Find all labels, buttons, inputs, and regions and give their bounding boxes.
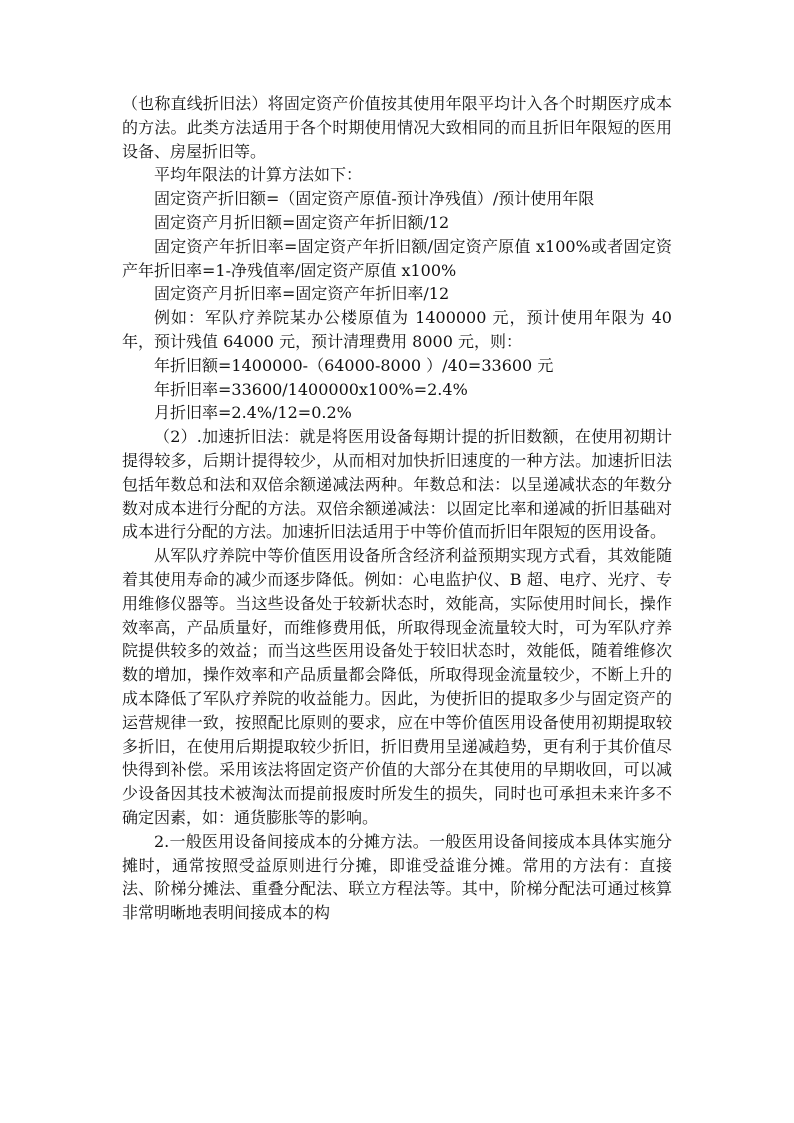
document-body <box>122 92 672 925</box>
example-annual-depreciation: 年折旧额=1400000-（64000-8000 ）/40=33600 元 <box>154 355 554 375</box>
paragraph-straight-line-method: （也称直线折旧法）将固定资产价值按其使用年限平均计入各个时期医疗成本的方法。此类方法适用于各个时期使用情况大致相同的而且折旧年限短的医用设备、房屋折旧等。 <box>122 94 672 161</box>
formula-monthly-rate: 固定资产月折旧率=固定资产年折旧率/12 <box>154 284 450 304</box>
formula-annual-depreciation: 固定资产折旧额=（固定资产原值-预计净残值）/预计使用年限 <box>154 189 595 209</box>
formula-annual-rate: 固定资产年折旧率=固定资产年折旧额/固定资产原值 x100%或者固定资产年折旧率=1-净残值率/固定资产原值 x100% <box>122 236 672 280</box>
paragraph-indirect-cost: 2.一般医用设备间接成本的分摊方法。一般医用设备间接成本具体实施分摊时，通常按照受益原则进行分摊，即谁受益谁分摊。常用的方法有：直接法、阶梯分摊法、重叠分配法、联立方程法等。其中，阶梯分配法可通过核算非常明晰地表明间接成本的构 <box>122 831 672 923</box>
paragraph-medical-equipment: 从军队疗养院中等价值医用设备所含经济利益预期实现方式看，其效能随着其使用寿命的减少而逐步降低。例如：心电监护仪、B 超、电疗、光疗、专用维修仪器等。当这些设备处于较新状态时，效能高，实际使用时间长，操作效率高，产品质量好，而维修费用低，所取得现金流量较大时，可为军队疗养院提供较多的效益；而当这些医用设备处于较旧状态时，效能低，随着维修次数的增加，操作效率和产品质量都会降低，所取得现金流量较少，不断上升的成本降低了军队疗养院的收益能力。因此，为使折旧的提取多少与固定资产的运营规律一致，按照配比原则的要求，应在中等价值医用设备使用初期提取较多折旧，在使用后期提取较少折旧，折旧费用呈递减趋势，更有利于其价值尽快得到补偿。采用该法将固定资产价值的大部分在其使用的早期收回，可以减少设备因其技术被淘汰而提前报废时所发生的损失，同时也可承担未来许多不确定因素，如：通货膨胀等的影响。 <box>122 546 672 827</box>
paragraph-accelerated-method: （2）.加速折旧法：就是将医用设备每期计提的折旧数额，在使用初期计提得较多，后期计提得较少，从而相对加快折旧速度的一种方法。加速折旧法包括年数总和法和双倍余额递减法两种。年数总和法：以呈递减状态的年数分数对成本进行分配的方法。双倍余额递减法：以固定比率和递减的折旧基础对成本进行分配的方法。加速折旧法适用于中等价值而折旧年限短的医用设备。 <box>122 427 672 542</box>
example-annual-rate: 年折旧率=33600/1400000x100%=2.4% <box>154 379 468 399</box>
paragraph-calc-intro: 平均年限法的计算方法如下： <box>154 165 363 185</box>
paragraph-example: 例如：军队疗养院某办公楼原值为 1400000 元，预计使用年限为 40 年，预计残值 64000 元，预计清理费用 8000 元，则： <box>122 308 672 351</box>
formula-monthly-depreciation: 固定资产月折旧额=固定资产年折旧额/12 <box>154 212 450 232</box>
example-monthly-rate: 月折旧率=2.4%/12=0.2% <box>154 403 352 423</box>
